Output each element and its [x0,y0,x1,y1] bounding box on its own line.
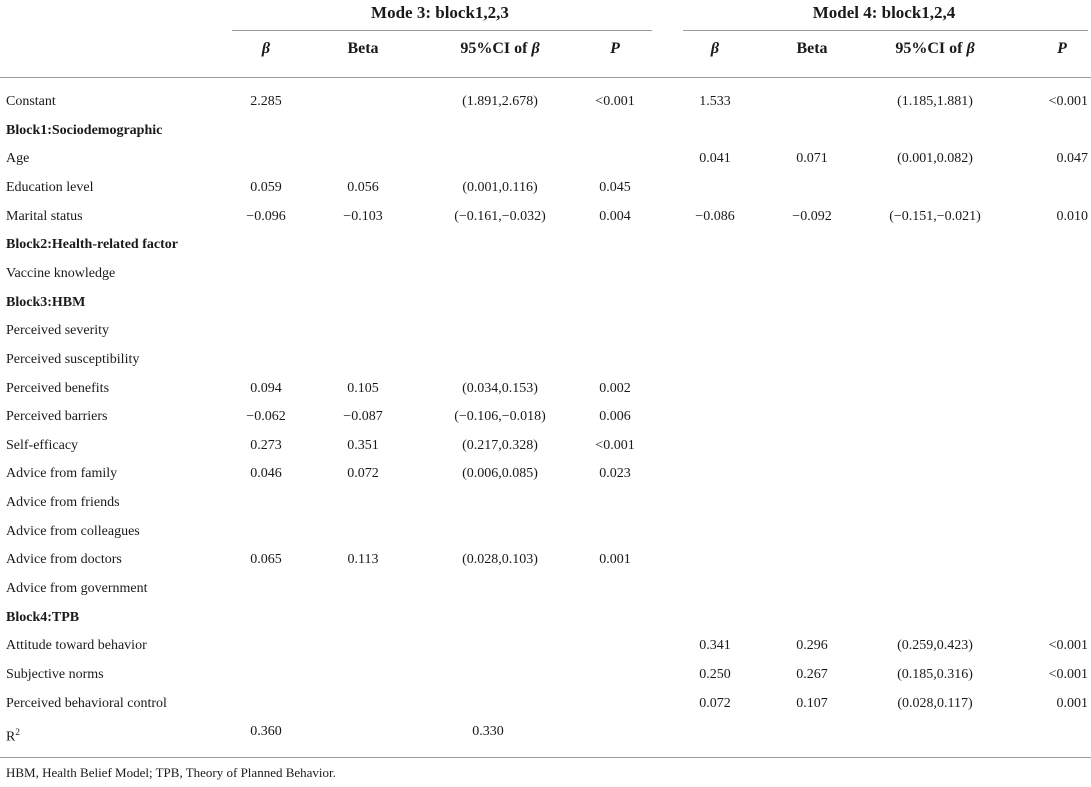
m4-ci-cell: (0.001,0.082) [897,151,973,166]
m4-col-ci [855,40,1015,58]
block-heading: Block2:Health-related factor [6,237,178,252]
m3-beta-cell: 0.094 [250,381,282,396]
row-label: Perceived behavioral control [6,696,167,711]
row-label: Self-efficacy [6,438,79,453]
m3-col-p: P [610,40,620,57]
block-heading: Block4:TPB [6,610,80,625]
table-footnote: HBM, Health Belief Model; TPB, Theory of Planned Behavior. [6,765,336,780]
r2-label [6,722,20,748]
row-label: Perceived susceptibility [6,352,140,367]
m3-col-ci-prefix: 95%CI of [460,40,532,57]
m3-std-beta-cell: 0.056 [347,180,379,195]
m4-p-cell: <0.001 [1048,94,1088,109]
m4-col-beta-symbol: β [710,40,720,57]
m3-p-cell: 0.004 [599,209,631,224]
m4-p-cell: <0.001 [1048,638,1088,653]
model3-title: Mode 3: block1,2,3 [371,3,509,22]
m3-beta-cell: 0.065 [250,552,282,567]
row-label: Perceived severity [6,323,110,338]
m4-p-cell: <0.001 [1048,667,1088,682]
m3-p-cell: 0.001 [599,552,631,567]
table-bottom-rule [0,757,1091,758]
row-label: Constant [6,94,56,109]
m4-beta-cell: −0.086 [695,209,735,224]
m3-std-beta-cell: 0.105 [347,381,379,396]
m3-ci-cell: (0.006,0.085) [462,466,538,481]
header-bottom-rule [0,77,1091,78]
m4-beta-cell: 0.041 [699,151,731,166]
m4-ci-cell: (1.185,1.881) [897,94,973,109]
m3-beta-cell: −0.062 [246,409,286,424]
row-label: Advice from friends [6,495,120,510]
m3-col-ci-symbol: β [531,40,540,57]
m4-std-beta-cell: 0.267 [796,667,828,682]
m4-std-beta-cell: 0.107 [796,696,828,711]
m4-beta-cell: 1.533 [699,94,731,109]
m3-ci-cell: (0.001,0.116) [462,180,538,195]
m3-beta-cell: 0.046 [250,466,282,481]
row-label: Age [6,151,30,166]
row-label: Marital status [6,209,83,224]
r2-model4-value: 0.330 [472,724,504,739]
m3-std-beta-cell: 0.351 [347,438,379,453]
m4-beta-cell: 0.250 [699,667,731,682]
model4-title: Model 4: block1,2,4 [812,3,956,22]
r2-label-text: R [6,729,16,745]
block-heading: Block1:Sociodemographic [6,123,163,138]
row-label: Attitude toward behavior [6,638,147,653]
model4-title-rule [683,30,1088,31]
m3-col-beta: Beta [347,40,379,57]
m3-p-cell: 0.006 [599,409,631,424]
m3-ci-cell: (1.891,2.678) [462,94,538,109]
m3-beta-cell: −0.096 [246,209,286,224]
row-label: Vaccine knowledge [6,266,116,281]
m3-std-beta-cell: −0.087 [343,409,383,424]
m4-col-beta: Beta [796,40,828,57]
m3-ci-cell: (0.217,0.328) [462,438,538,453]
row-label: Education level [6,180,94,195]
m3-ci-cell: (0.034,0.153) [462,381,538,396]
m4-std-beta-cell: −0.092 [792,209,832,224]
m3-beta-cell: 0.059 [250,180,282,195]
row-label: Advice from family [6,466,118,481]
r2-label-sup: 2 [15,727,20,737]
m3-ci-cell: (−0.106,−0.018) [454,409,546,424]
m3-std-beta-cell: 0.072 [347,466,379,481]
m4-col-ci-prefix: 95%CI of [895,40,967,57]
m3-beta-cell: 0.273 [250,438,282,453]
m4-ci-cell: (−0.151,−0.021) [889,209,981,224]
m3-col-beta-symbol: β [261,40,271,57]
r2-model3-value: 0.360 [250,724,282,739]
m4-p-cell: 0.047 [1056,151,1088,166]
m3-col-ci [420,40,580,58]
row-label: Perceived barriers [6,409,108,424]
row-label: Advice from doctors [6,552,122,567]
m4-ci-cell: (0.259,0.423) [897,638,973,653]
m3-p-cell: <0.001 [595,438,635,453]
model3-title-rule [232,30,652,31]
m3-std-beta-cell: −0.103 [343,209,383,224]
m3-ci-cell: (−0.161,−0.032) [454,209,546,224]
m4-std-beta-cell: 0.071 [796,151,828,166]
row-label: Advice from government [6,581,148,596]
row-label: Subjective norms [6,667,104,682]
m4-col-ci-symbol: β [966,40,975,57]
m3-beta-cell: 2.285 [250,94,282,109]
m3-std-beta-cell: 0.113 [347,552,379,567]
m4-std-beta-cell: 0.296 [796,638,828,653]
m4-p-cell: 0.001 [1056,696,1088,711]
block-heading: Block3:HBM [6,295,86,310]
m4-beta-cell: 0.341 [699,638,731,653]
m4-beta-cell: 0.072 [699,696,731,711]
row-label: Advice from colleagues [6,524,140,539]
m4-col-p: P [1057,40,1067,57]
m3-p-cell: 0.045 [599,180,631,195]
m3-p-cell: <0.001 [595,94,635,109]
m3-ci-cell: (0.028,0.103) [462,552,538,567]
m4-ci-cell: (0.028,0.117) [897,696,973,711]
row-label: Perceived benefits [6,381,110,396]
m3-p-cell: 0.023 [599,466,631,481]
m4-p-cell: 0.010 [1056,209,1088,224]
m4-ci-cell: (0.185,0.316) [897,667,973,682]
m3-p-cell: 0.002 [599,381,631,396]
